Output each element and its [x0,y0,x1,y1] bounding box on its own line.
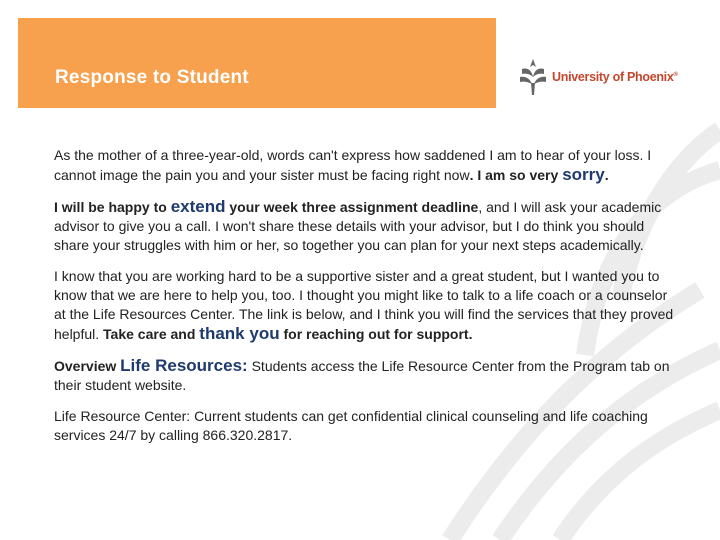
header-banner [18,18,702,108]
p3-emphasis: thank you [199,324,280,343]
phoenix-logo-icon [518,59,548,95]
p3-bold-b: for reaching out for support. [279,326,473,342]
p1-end: . [604,167,609,183]
page-title: Response to Student [55,67,249,88]
logo-text: University of Phoenix [552,70,674,84]
paragraph-support [54,267,678,344]
paragraph-condolence [54,146,678,185]
p4-emphasis: Life Resources: [120,356,248,375]
response-body [54,146,678,457]
p4-bold-a: Overview [54,358,121,374]
p1-text: As the mother of a three-year-old, words can't express how saddened I am to hear of your loss. I cannot image the pain you and your sister must be facing right now [54,147,652,183]
p3-text: I know that you are working hard to be a supportive sister and a great student, but I wanted you to know that we are here to help you, too. I thought you might like to talk to a life coach or a counselor at the Life Resources Center. The link is below, and I think you will find the services that they proved helpful. [54,268,674,342]
paragraph-extension [54,197,678,255]
paragraph-overview [54,356,678,395]
p4-text: Students access the Life Resource Center from the Program tab on their student website. [54,358,670,393]
p2-bold-a: I will be happy to [54,199,171,215]
p2-emphasis: extend [170,197,226,216]
p3-bold-a: Take care and [103,326,200,342]
logo-wordmark [552,70,678,84]
p1-bold: . I am so very [469,167,563,183]
p2-text: , and I will ask your academic advisor to give you a call. I won't share these details with your advisor, but I do think you should share your struggles with him or her, so together you can plan for your next steps academically. [54,199,662,253]
p1-emphasis: sorry [562,165,605,184]
logo-panel [496,18,702,108]
p5-text: Life Resource Center: Current students can get confidential clinical counseling and life coaching services 24/7 by calling 866.320.2817. [54,408,648,443]
paragraph-contact [54,407,678,445]
p2-bold-b: your week three assignment deadline [225,199,479,215]
registered-mark: ® [673,71,678,78]
